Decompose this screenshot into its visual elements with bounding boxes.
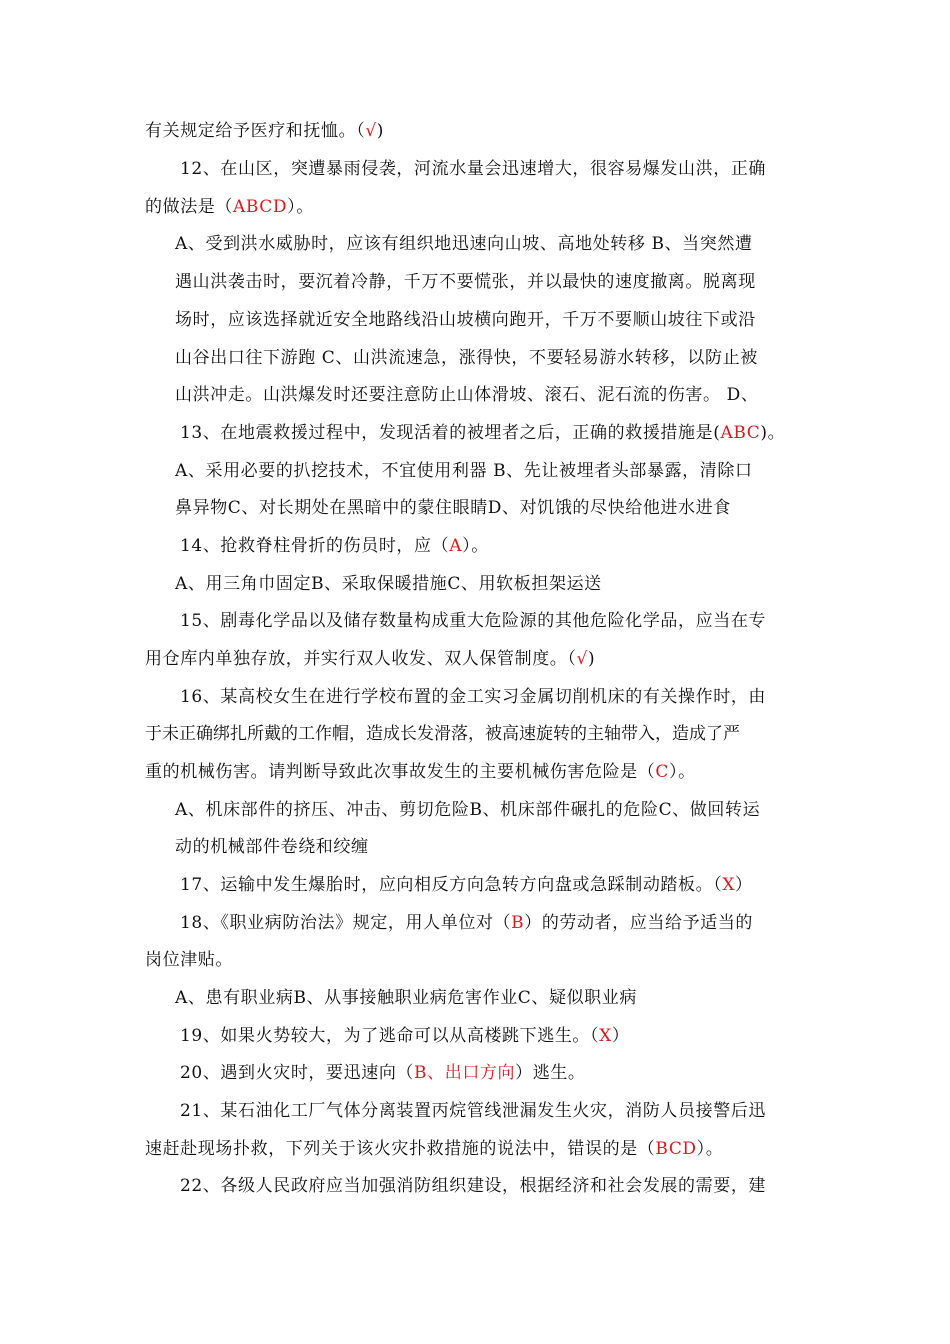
option-line: A、受到洪水威胁时，应该有组织地迅速向山坡、高地处转移 B、当突然遭: [175, 234, 753, 254]
text-line: 于未正确绑扎所戴的工作帽，造成长发滑落，被高速旋转的主轴带入，造成了严: [145, 724, 740, 744]
text-line: 用仓库内单独存放，并实行双人收发、双人保管制度。（√): [145, 649, 596, 669]
text-line: 的做法是（ABCD）。: [145, 197, 314, 217]
question-20: 20、遇到火灾时，要迅速向（B、出口方向）逃生。: [180, 1063, 586, 1083]
option-line: 山洪冲走。山洪爆发时还要注意防止山体滑坡、滚石、泥石流的伤害。 D、: [175, 385, 759, 405]
answer-mark: BCD: [655, 1139, 697, 1159]
question-19: 19、如果火势较大，为了逃命可以从高楼跳下逃生。（X）: [180, 1026, 630, 1046]
answer-mark: X: [599, 1026, 612, 1046]
answer-mark: B、出口方向: [414, 1063, 516, 1083]
option-line: 鼻异物C、对长期处在黑暗中的蒙住眼睛D、对饥饿的尽快给他进水进食: [175, 498, 731, 518]
question-14: 14、抢救脊柱骨折的伤员时，应（A）。: [180, 536, 489, 556]
question-13: 13、在地震救援过程中，发现活着的被埋者之后，正确的救援措施是(ABC)。: [180, 423, 786, 443]
answer-mark: ABCD: [233, 197, 288, 217]
answer-mark: B: [511, 913, 525, 933]
question-21: 21、某石油化工厂气体分离装置丙烷管线泄漏发生火灾，消防人员接警后迅: [180, 1101, 767, 1121]
question-12: 12、在山区，突遭暴雨侵袭，河流水量会迅速增大，很容易爆发山洪，正确: [180, 159, 767, 179]
text-line: 重的机械伤害。请判断导致此次事故发生的主要机械伤害危险是（C）。: [145, 762, 696, 782]
question-16: 16、某高校女生在进行学校布置的金工实习金属切削机床的有关操作时，由: [180, 687, 767, 707]
text-line: 速赶赴现场扑救，下列关于该火灾扑救措施的说法中，错误的是（BCD）。: [145, 1139, 724, 1159]
text-line: 有关规定给予医疗和抚恤。（√): [145, 121, 384, 141]
option-line: A、机床部件的挤压、冲击、剪切危险B、机床部件碾扎的危险C、做回转运: [175, 800, 761, 820]
text-line: 岗位津贴。: [145, 950, 233, 970]
question-17: 17、运输中发生爆胎时，应向相反方向急转方向盘或急踩制动踏板。（X）: [180, 875, 753, 895]
question-22: 22、各级人民政府应当加强消防组织建设，根据经济和社会发展的需要，建: [180, 1176, 767, 1196]
option-line: 遇山洪袭击时，要沉着冷静，千万不要慌张，并以最快的速度撤离。脱离现: [175, 272, 756, 292]
answer-mark: A: [449, 536, 463, 556]
answer-mark: ABC: [720, 423, 761, 443]
question-15: 15、剧毒化学品以及储存数量构成重大危险源的其他危险化学品，应当在专: [180, 611, 767, 631]
answer-mark: √: [576, 649, 588, 669]
answer-mark: C: [655, 762, 670, 782]
option-line: 动的机械部件卷绕和绞缠: [175, 837, 369, 857]
answer-mark: X: [722, 875, 736, 895]
option-line: A、用三角巾固定B、采取保暖措施C、用软板担架运送: [175, 574, 602, 594]
option-line: 山谷出口往下游跑 C、山洪流速急，涨得快，不要轻易游水转移，以防止被: [175, 348, 758, 368]
option-line: 场时，应该选择就近安全地路线沿山坡横向跑开，千万不要顺山坡往下或沿: [175, 310, 756, 330]
question-18: 18、《职业病防治法》规定，用人单位对（B）的劳动者，应当给予适当的: [180, 913, 754, 933]
answer-mark: √: [365, 121, 377, 141]
option-line: A、采用必要的扒挖技术，不宜使用利器 B、先让被埋者头部暴露，清除口: [175, 461, 753, 481]
option-line: A、患有职业病B、从事接触职业病危害作业C、疑似职业病: [175, 988, 637, 1008]
